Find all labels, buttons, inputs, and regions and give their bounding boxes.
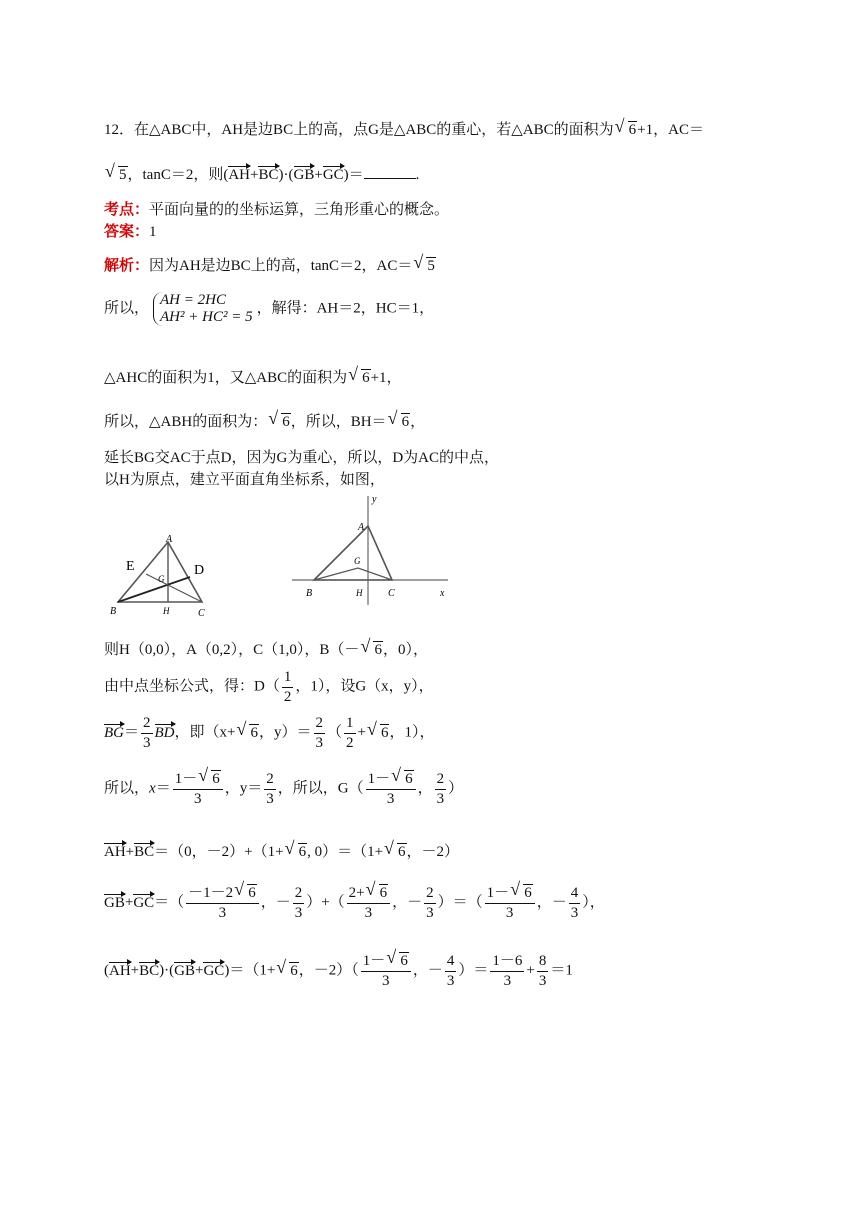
analysis-line-6: 以H为原点，建立平面直角坐标系，如图， xyxy=(104,472,385,488)
segments-gb-gc xyxy=(314,568,392,580)
analysis-line-7: 则H（0,0），A（0,2），C（1,0），B（－√ 6，0）， xyxy=(104,638,428,659)
label-d: D xyxy=(194,563,205,578)
question-line-1: 12．在△ABC中，AH是边BC上的高，点G是△ABC的重心，若△ABC的面积为√ 6+1，AC＝ xyxy=(104,118,704,139)
equation-system: AH = 2HC AH² + HC² = 5 xyxy=(153,292,253,326)
label-y: y xyxy=(372,494,377,505)
label-a: A xyxy=(166,534,173,545)
analysis-line-2: 所以， AH = 2HC AH² + HC² = 5 ，解得：AH＝2，HC＝1， xyxy=(104,292,435,325)
sqrt: √ 6 xyxy=(628,121,638,139)
answer-blank xyxy=(364,178,416,179)
label-e: E xyxy=(126,559,135,574)
label-b: B xyxy=(110,606,117,617)
answer-line: 答案：1 xyxy=(104,224,157,240)
question-line-2: √ 5，tanC＝2，则(AH+BC)·(GB+GC)＝ . xyxy=(104,163,419,184)
analysis-line-8: 由中点坐标公式，得：D（ $\frac{1}{2}$ ，1），设G（x，y）， xyxy=(104,669,434,705)
label-h: H xyxy=(163,606,170,616)
triangle-abc xyxy=(314,526,392,580)
kaodian-line: 考点：平面向量的的坐标运算，三角形重心的概念。 xyxy=(104,202,450,218)
label-c: C xyxy=(198,608,205,618)
analysis-line-3: △AHC的面积为1，又△ABC的面积为√ 6+1， xyxy=(104,366,402,387)
analysis-line-10: 所以，x＝ $\frac{1-√ 6}{3}$ ，y＝ $\frac{2}{3}$ ，所以，G（ $\frac{1-√ 6}{3}$ ， $\frac{2}{3}$ ） xyxy=(104,770,463,809)
label-g: G xyxy=(158,574,165,584)
label-h: H xyxy=(356,588,363,598)
triangle-figure xyxy=(108,530,223,618)
analysis-line-4: 所以，△ABH的面积为：√ 6，所以，BH＝√ 6， xyxy=(104,410,425,431)
label-g: G xyxy=(354,556,361,566)
label-x: x xyxy=(440,588,445,599)
analysis-line-11: AH+BC＝（0，－2）+（1+√ 6, 0）＝（1+√ 6，－2） xyxy=(104,840,459,861)
analysis-line-12: GB+GC＝（ $\frac{-1-2√ 6}{3}$ ，－ $\frac{2}{3}$ ）+（ $\frac{2+√ 6}{3}$ ，－ $\frac{2}{3}$ ）＝（ $\frac{1-√ 6}{3}$ ，－ $\frac{4}{3}$ ）， xyxy=(104,884,605,923)
label-c: C xyxy=(388,588,395,599)
sqrt: √ 5 xyxy=(118,166,128,184)
coordinate-figure xyxy=(288,490,463,610)
analysis-line-5: 延长BG交AC于点D，因为G为重心，所以，D为AC的中点， xyxy=(104,450,500,466)
label-a: A xyxy=(358,522,365,533)
analysis-line-1: 解析：因为AH是边BC上的高，tanC＝2，AC＝√ 5 xyxy=(104,254,436,275)
analysis-line-13: (AH+BC)·(GB+GC)＝（1+√ 6，－2）（ $\frac{1-√ 6}{3}$ ，－ $\frac{4}{3}$ ）＝ $\frac{1-6}{3}$ + $\frac{8}{3}$ ＝1 xyxy=(104,952,573,991)
analysis-line-9: BG＝ $\frac{2}{3}$ BD，即（x+√ 6，y）＝ $\frac{2}{3}$ （ $\frac{1}{2}$ +√ 6，1）， xyxy=(104,714,435,753)
label-b: B xyxy=(306,588,313,599)
